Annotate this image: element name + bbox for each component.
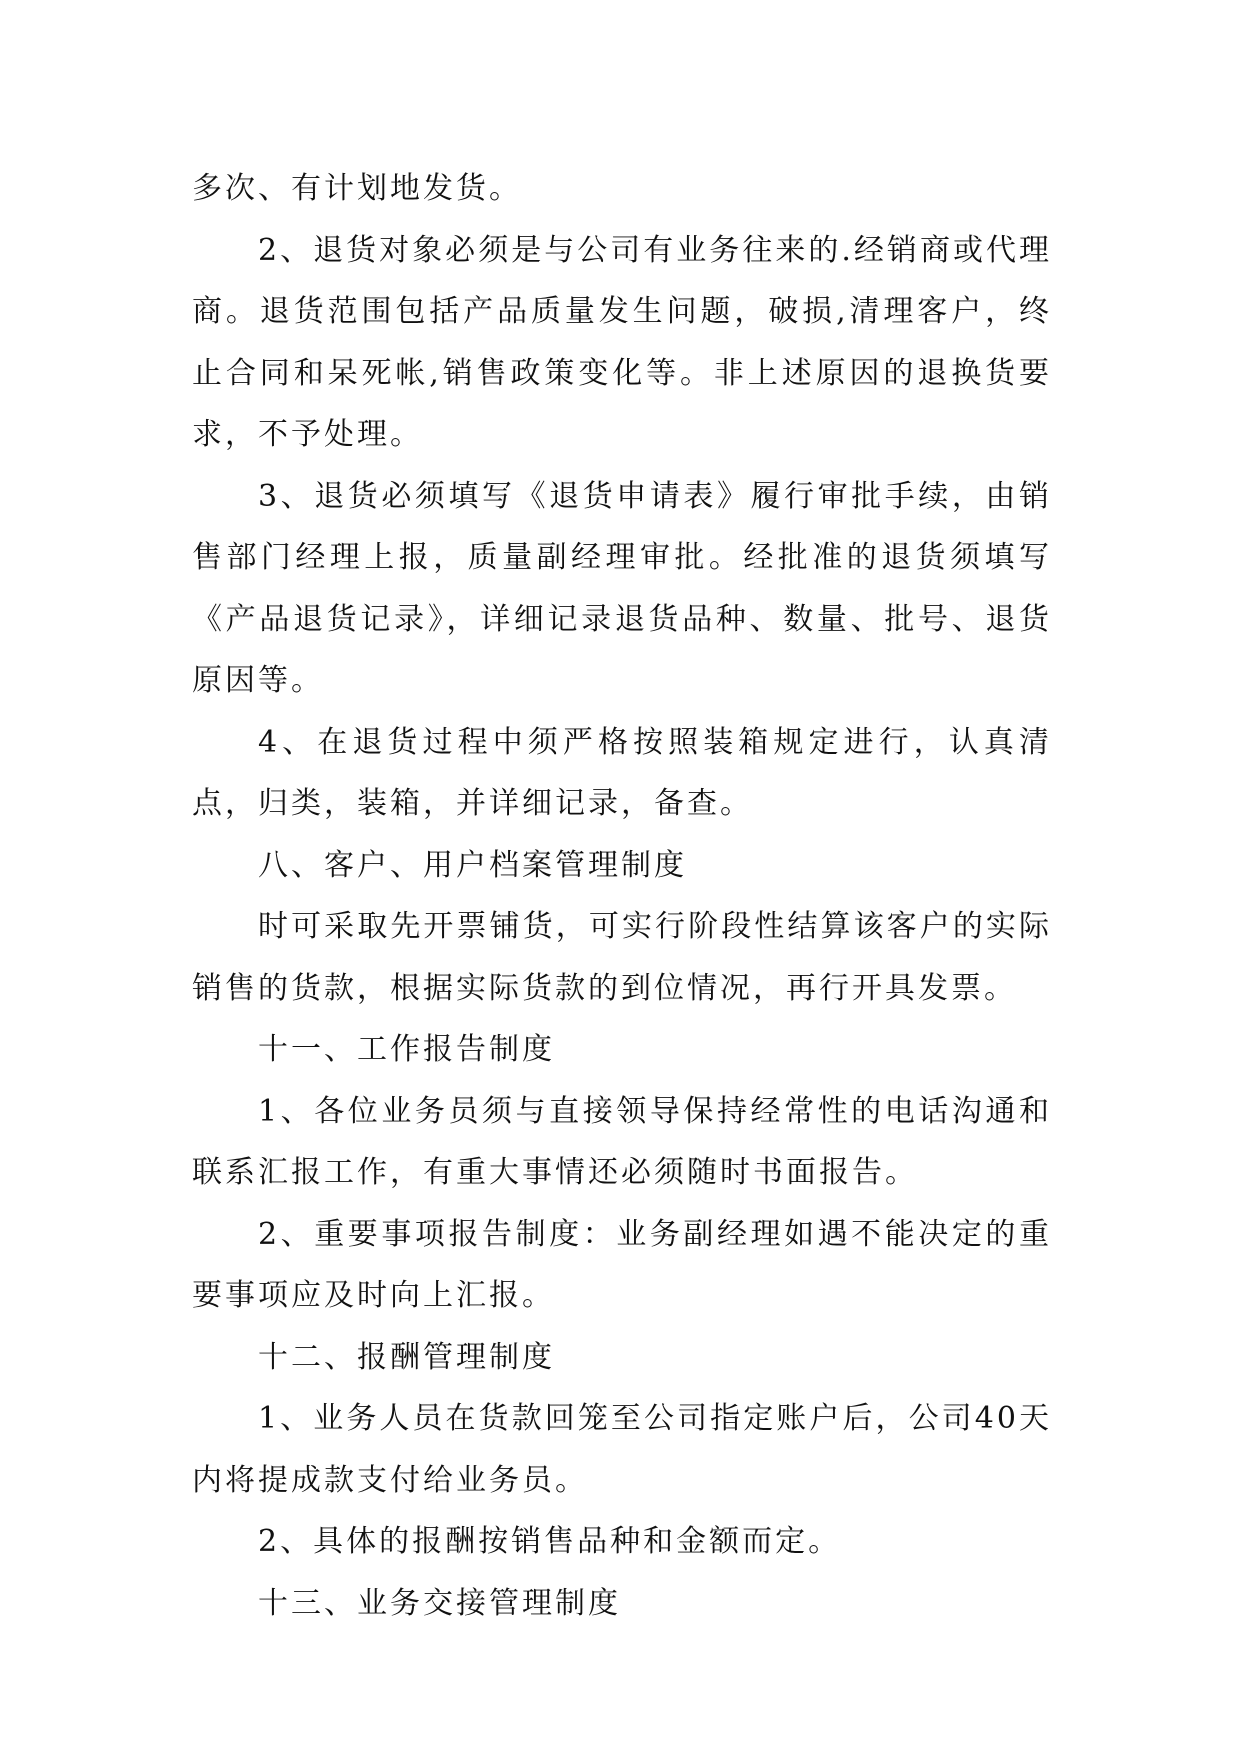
paragraph-report-important: 2、重要事项报告制度：业务副经理如遇不能决定的重要事项应及时向上汇报。 [192,1216,1052,1313]
paragraph-return-packing: 4、在退货过程中须严格按照装箱规定进行，认真清点，归类，装箱，并详细记录，备查。 [192,724,1052,821]
paragraph-compensation-payment: 1、业务人员在货款回笼至公司指定账户后，公司40天内将提成款支付给业务员。 [192,1401,1052,1498]
paragraph-continuation: 多次、有计划地发货。 [192,171,522,206]
section-heading-handover: 十三、业务交接管理制度 [258,1585,621,1621]
document-body [192,158,1052,1634]
section-heading-customer-archive: 八、客户、用户档案管理制度 [258,847,687,883]
section-heading-compensation: 十二、报酬管理制度 [258,1339,555,1375]
paragraph-return-object: 2、退货对象必须是与公司有业务往来的.经销商或代理商。退货范围包括产品质量发生问题，破损,清理客户，终止合同和呆死帐,销售政策变化等。非上述原因的退换货要求，不予处理。 [192,232,1052,452]
paragraph-return-form: 3、退货必须填写《退货申请表》履行审批手续，由销售部门经理上报，质量副经理审批。经批准的退货须填写《产品退货记录》，详细记录退货品种、数量、批号、退货原因等。 [192,478,1052,698]
paragraph-invoice: 时可采取先开票铺货，可实行阶段性结算该客户的实际销售的货款，根据实际货款的到位情况，再行开具发票。 [192,909,1052,1006]
section-heading-work-report: 十一、工作报告制度 [258,1032,555,1067]
paragraph-compensation-amount: 2、具体的报酬按销售品种和金额而定。 [258,1524,842,1559]
paragraph-report-contact: 1、各位业务员须与直接领导保持经常性的电话沟通和联系汇报工作，有重大事情还必须随时书面报告。 [192,1093,1052,1190]
